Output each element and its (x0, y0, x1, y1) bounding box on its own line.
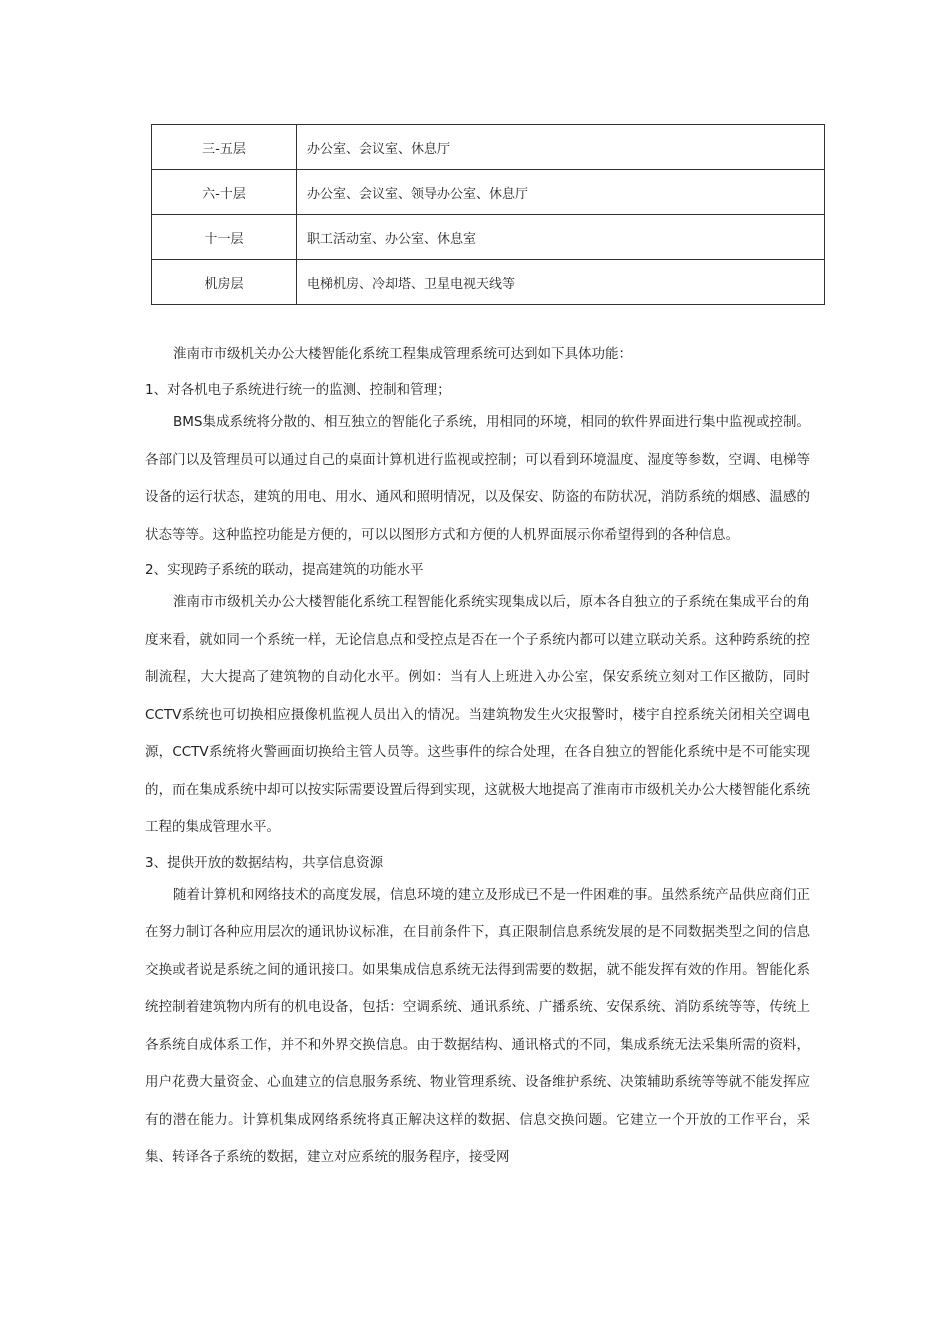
table-row (152, 125, 825, 170)
section-body-1: BMS集成系统将分散的、相互独立的智能化子系统，用相同的环境，相同的软件界面进行集中监视或控制。各部门以及管理员可以通过自己的桌面计算机进行监视或控制；可以看到环境温度、湿度等参数，空调、电梯等设备的运行状态，建筑的用电、用水、通风和照明情况，以及保安、防盗的布防状况，消防系统的烟感、温感的状态等等。这种监控功能是方便的，可以以图形方式和方便的人机界面展示你希望得到的各种信息。 (145, 414, 810, 543)
floor-function-table (151, 124, 825, 305)
floor-cell: 机房层 (152, 260, 297, 305)
document-body (145, 340, 810, 1179)
rooms-cell: 职工活动室、办公室、休息室 (297, 215, 825, 260)
floor-cell: 三-五层 (152, 125, 297, 170)
section-heading-3: 3、提供开放的数据结构，共享信息资源 (145, 854, 384, 871)
rooms-cell: 办公室、会议室、领导办公室、休息厅 (297, 170, 825, 215)
section-body-3: 随着计算机和网络技术的高度发展，信息环境的建立及形成已不是一件困难的事。虽然系统产品供应商们正在努力制订各种应用层次的通讯协议标准，在目前条件下，真正限制信息系统发展的是不同数据类型之间的信息交换或者说是系统之间的通讯接口。如果集成信息系统无法得到需要的数据，就不能发挥有效的作用。智能化系统控制着建筑物内所有的机电设备，包括：空调系统、通讯系统、广播系统、安保系统、消防系统等等，传统上各系统自成体系工作，并不和外界交换信息。由于数据结构、通讯格式的不同，集成系统无法采集所需的资料，用户花费大量资金、心血建立的信息服务系统、物业管理系统、设备维护系统、决策辅助系统等等就不能发挥应有的潜在能力。计算机集成网络系统将真正解决这样的数据、信息交换问题。它建立一个开放的工作平台，采集、转译各子系统的数据，建立对应系统的服务程序，接受网 (145, 886, 810, 1165)
section-body-2: 淮南市市级机关办公大楼智能化系统工程智能化系统实现集成以后，原本各自独立的子系统在集成平台的角度来看，就如同一个系统一样，无论信息点和受控点是否在一个子系统内都可以建立联动关系。这种跨系统的控制流程，大大提高了建筑物的自动化水平。例如：当有人上班进入办公室，保安系统立刻对工作区撤防，同时CCTV系统也可切换相应摄像机监视人员出入的情况。当建筑物发生火灾报警时，楼宇自控系统关闭相关空调电源，CCTV系统将火警画面切换给主管人员等。这些事件的综合处理，在各自独立的智能化系统中是不可能实现的，而在集成系统中却可以按实际需要设置后得到实现，这就极大地提高了淮南市市级机关办公大楼智能化系统工程的集成管理水平。 (145, 594, 810, 835)
table-row (152, 260, 825, 305)
section-heading-2: 2、实现跨子系统的联动，提高建筑的功能水平 (145, 562, 424, 578)
rooms-cell: 电梯机房、冷却塔、卫星电视天线等 (297, 260, 825, 305)
rooms-cell: 办公室、会议室、休息厅 (297, 125, 825, 170)
floor-cell: 六-十层 (152, 170, 297, 215)
table-row (152, 215, 825, 260)
table-row (152, 170, 825, 215)
floor-cell: 十一层 (152, 215, 297, 260)
intro-paragraph: 淮南市市级机关办公大楼智能化系统工程集成管理系统可达到如下具体功能： (173, 346, 632, 362)
section-heading-1: 1、对各机电子系统进行统一的监测、控制和管理； (145, 382, 451, 398)
